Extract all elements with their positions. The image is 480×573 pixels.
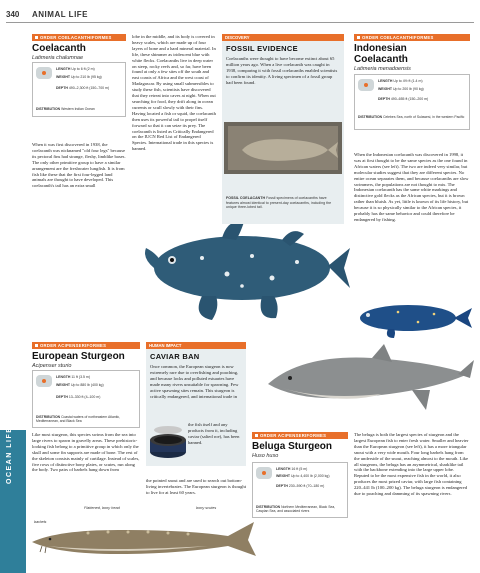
discovery-tag: DISCOVERY xyxy=(222,34,344,41)
coelacanth-stat-box xyxy=(32,62,126,117)
fossil-caption: FOSSIL COELACANTH Fossil specimens of coelacanths have features almost identical to present-day coelacanths, including the unique three-lobed tail. xyxy=(226,196,332,210)
european-latin: Acipenser sturio xyxy=(32,363,72,369)
european-sturgeon-illustration xyxy=(28,512,258,570)
coelacanth-order-tag: ORDER COELACANTHIFORMES xyxy=(32,34,126,41)
coelacanth-map-icon xyxy=(36,67,52,79)
indonesian-depth: DEPTH 490–655 ft (150–200 m) xyxy=(378,97,429,101)
coelacanth-text-col2: lobe in the middle, and its body is covered in heavy scales, which are made up of four layers of bone and a hard mineral material. In life, these shimmer as iridescent blue with white flecks. Coelacanths live in deep water on steep, rocky reefs and, so far, have been found at only a few sites off the south and east coasts of Africa and the west coast of Madagascar. By using small submersibles to study these fish, scientists have discovered that they retreat into caves at night. When out searching for food, they drift along in ocean currents or scull slowly with their fins. Having located a fish or squid, the coelacanth then uses its powerful tail to propel itself forward so that it can seize its prey. The coelacanth is listed as Critically Endangered on the IUCN Red List of Endangered Species. International trade in this species is banned. xyxy=(132,34,216,152)
coelacanth-latin: Latimeria chalumnae xyxy=(32,55,84,61)
indonesian-length: LENGTH Up to 4½ ft (1.4 m) xyxy=(378,79,423,83)
coelacanth-title: Coelacanth xyxy=(32,43,86,54)
beluga-latin: Huso huso xyxy=(252,453,279,459)
indonesian-order-tag: ORDER COELACANTHIFORMES xyxy=(354,34,470,41)
caviar-tag: HUMAN IMPACT xyxy=(146,342,246,349)
section-sidebar xyxy=(0,430,26,573)
beluga-length: LENGTH 16 ft (5 m) xyxy=(276,467,308,471)
discovery-text: Coelacanths were thought to have become extinct about 65 million years ago. When a live coelacanth was caught in 1938, comparing it with fossil coelacanths enabled scientists to confirm its identity. A living specimen of a fossil group had been found. xyxy=(226,56,338,85)
caviar-text-1: Once common, the European sturgeon is now extremely rare due to overfishing and poaching, and because locks and polluted estuaries have made many rivers unsuitable for spawning. Few active spawning sites remain. This sturgeon is critically endangered, and international trade in xyxy=(150,364,239,399)
beluga-order-tag: ORDER ACIPENSERIFORMES xyxy=(252,432,348,439)
header-rule xyxy=(6,22,474,23)
european-stat-box xyxy=(32,370,140,428)
caviar-text-2: the fish itself and any products from it, including caviar (salted roe), has been banned. xyxy=(188,422,240,445)
european-weight: WEIGHT Up to 880 lb (400 kg) xyxy=(56,383,104,387)
indonesian-weight: WEIGHT Up to 200 lb (90 kg) xyxy=(378,87,424,91)
indonesian-distribution: DISTRIBUTION Celebes Sea, north of Sulawesi, in the western Pacific xyxy=(358,115,465,119)
annotation-head: Flattened, bony head xyxy=(84,506,120,510)
european-length: LENGTH 11 ft (3.5 m) xyxy=(56,375,90,379)
fossil-image xyxy=(224,122,342,174)
european-distribution: DISTRIBUTION Coastal waters of northeastern Atlantic, Mediterranean, and Black Sea xyxy=(36,415,121,424)
beluga-map-icon xyxy=(256,467,272,479)
coelacanth-depth: DEPTH 490–2,300 ft (150–700 m) xyxy=(56,86,110,90)
beluga-depth: DEPTH 230–590 ft (70–180 m) xyxy=(276,484,325,488)
discovery-panel xyxy=(222,34,344,224)
coelacanth-weight: WEIGHT Up to 210 lb (95 kg) xyxy=(56,75,102,79)
discovery-title: FOSSIL EVIDENCE xyxy=(226,44,298,53)
european-depth: DEPTH 13–330 ft (4–100 m) xyxy=(56,395,101,399)
beluga-photo xyxy=(262,344,474,420)
beluga-stat-box xyxy=(252,462,348,518)
caviar-panel xyxy=(146,342,246,466)
european-map-icon xyxy=(36,375,52,387)
page-number: 340 xyxy=(6,10,20,19)
indonesian-illustration xyxy=(348,296,474,340)
section-title: ANIMAL LIFE xyxy=(32,10,89,19)
annotation-scutes: bony scutes xyxy=(196,506,217,510)
coelacanth-text-col1: When it was first discovered in 1938, the coelacanth was nicknamed "old four legs" because its pectoral fins had strange, fleshy, limblike bases. The only other primitive group to have a similar arrangement are the freshwater lungfish. It is from fish like these that the first four-legged land animals are thought to have developed. This coelacanth's tail has an extra small xyxy=(32,142,126,189)
annotation-barbels: barbels xyxy=(34,520,47,524)
sidebar-label: OCEAN LIFE xyxy=(6,426,13,484)
beluga-weight: WEIGHT Up to 4,400 lb (2,000 kg) xyxy=(276,474,330,478)
indonesian-latin: Latimeria menadoensis xyxy=(354,66,411,72)
beluga-title: Beluga Sturgeon xyxy=(252,441,333,452)
coelacanth-illustration xyxy=(132,208,352,326)
indonesian-map-icon xyxy=(358,79,374,91)
caviar-tin-image xyxy=(148,422,188,462)
indonesian-title-1: Indonesian xyxy=(354,43,407,54)
coelacanth-length: LENGTH Up to 6 ft (2 m) xyxy=(56,67,95,71)
european-text-end: the pointed snout and are used to search out bottom-living invertebrates. The European sturgeon is thought to live for at least 60 years. xyxy=(146,478,246,495)
beluga-text: The beluga is both the largest species of sturgeon and the largest European fish to enter fresh water. Smaller and heavier than the European sturgeon (see left), it has a more triangular snout with a very wide mouth. Four long barbels hang from the underside of the snout, reaching almost to the mouth. Like all sturgeons, the beluga has an asymmetrical, sharklike tail with the backbone extending into the large upper lobe. Reputed to be the most expensive fish in the world, it also produces the most prized caviar, with large fish containing 220–441 lb (100–200 kg). The beluga sturgeon is endangered due to poaching and damming of its spawning rivers. xyxy=(354,432,469,497)
caviar-title: CAVIAR BAN xyxy=(150,352,200,361)
european-title: European Sturgeon xyxy=(32,351,125,362)
coelacanth-distribution: DISTRIBUTION Western Indian Ocean xyxy=(36,107,95,111)
beluga-distribution: DISTRIBUTION Northern Mediterranean, Black Sea, Caspian Sea, and associated rivers xyxy=(256,505,336,514)
european-order-tag: ORDER ACIPENSERIFORMES xyxy=(32,342,140,349)
indonesian-title-2: Coelacanth xyxy=(354,54,408,65)
indonesian-stat-box xyxy=(354,74,470,130)
european-text: Like most sturgeon, this species swims from the sea into large rivers to spawn in gravelly areas. These prehistoric-looking fish belong to a primitive group in which only the skull and some fin supports are made of bone. The rest of the skeleton consists mainly of cartilage. Instead of scales, five rows of distinctive bony plates, or scutes, run along the body. Two pairs of barbels hang down from xyxy=(32,432,140,473)
indonesian-text: When the Indonesian coelacanth was discovered in 1998, it was at first thought to be the same species as the one found in African waters (see left). The two are indeed very similar, but molecular studies suggest that they are different species. No entire ocean separates them, and because coelacanths are slow swimmers, the populations are not thought to mix. The Indonesian coelacanth has the same white markings and distinctive gold flecks as the African species, but it is brown rather than bluish. As yet, little is known of its life history, but because it is so physically similar to the African species, it probably has the same behavior and could therefore be endangered by fishing. xyxy=(354,152,469,222)
